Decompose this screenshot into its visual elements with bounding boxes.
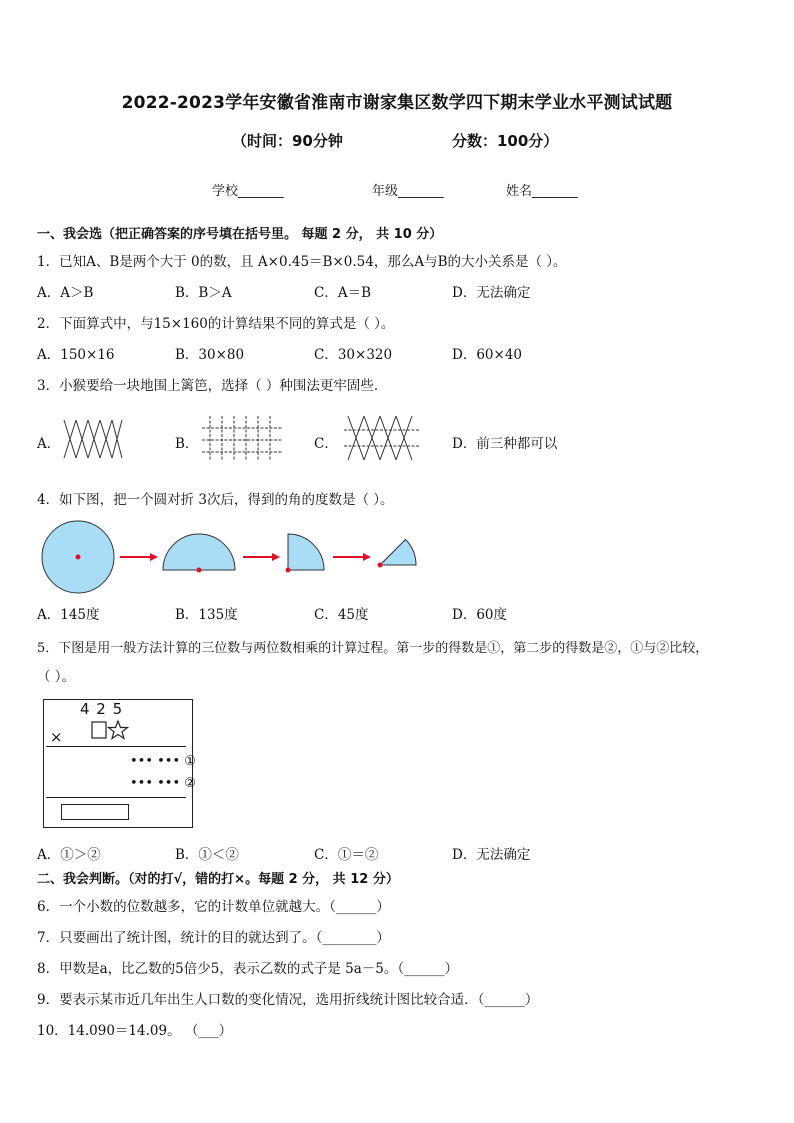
circle-folding-figure bbox=[36, 520, 426, 598]
question-4: 4．如下图，把一个圆对折 3次后，得到的角的度数是（ ）。 bbox=[37, 492, 394, 508]
step-1-row: ••• ••• ① bbox=[130, 754, 196, 769]
q3-option-a: A． bbox=[37, 436, 61, 452]
star-icon bbox=[109, 721, 128, 739]
q4-option-d: D．60度 bbox=[452, 607, 508, 623]
q5-option-d: D．无法确定 bbox=[452, 847, 531, 863]
arrow-right-icon bbox=[150, 553, 158, 561]
question-9: 9．要表示某市近几年出生人口数的变化情况，选用折线统计图比较合适．（______） bbox=[37, 992, 539, 1008]
name-field: 姓名_______ bbox=[506, 184, 578, 199]
school-field: 学校_______ bbox=[212, 184, 284, 199]
times-sign: × bbox=[50, 728, 63, 746]
q1-option-d: D．无法确定 bbox=[452, 285, 531, 301]
q1-option-c: C．A＝B bbox=[314, 285, 371, 301]
fence-diagonal-figure bbox=[62, 416, 124, 462]
q2-option-c: C．30×320 bbox=[314, 347, 393, 363]
question-10: 10．14.090＝14.09。 （___） bbox=[37, 1023, 233, 1039]
fence-triangle-figure bbox=[344, 414, 420, 462]
question-5: 5．下图是用一般方法计算的三位数与两位数相乘的计算过程。第一步的得数是①，第二步的得数是②，①与②比较， bbox=[37, 641, 709, 656]
q5-option-a: A．①＞② bbox=[37, 847, 101, 863]
grade-field: 年级_______ bbox=[372, 184, 444, 199]
product-line bbox=[46, 746, 186, 747]
square-icon bbox=[92, 722, 106, 738]
exam-title: 2022-2023学年安徽省淮南市谢家集区数学四下期末学业水平测试试题 bbox=[121, 93, 673, 113]
arrow-right-icon bbox=[363, 553, 371, 561]
sum-line bbox=[46, 797, 186, 798]
digit-placeholders bbox=[90, 720, 130, 742]
q3-option-b: B． bbox=[175, 436, 199, 452]
q4-option-c: C．45度 bbox=[314, 607, 369, 623]
q1-option-b: B．B＞A bbox=[175, 285, 232, 301]
q4-option-a: A．145度 bbox=[37, 607, 100, 623]
q3-option-d: D．前三种都可以 bbox=[452, 436, 558, 452]
question-3: 3．小猴要给一块地围上篱笆，选择（ ）种围法更牢固些． bbox=[37, 378, 388, 394]
q3-option-c: C． bbox=[314, 436, 338, 452]
q2-option-b: B．30×80 bbox=[175, 347, 245, 363]
quarter-circle-shape bbox=[288, 534, 324, 570]
question-7: 7．只要画出了统计图，统计的目的就达到了。（________） bbox=[37, 930, 390, 946]
fence-grid-figure bbox=[200, 414, 284, 462]
q2-option-d: D．60×40 bbox=[452, 347, 522, 363]
question-1: 1．已知A、B是两个大于 0的数，且 A×0.45＝B×0.54，那么A与B的大小关系是（ ）。 bbox=[37, 254, 567, 270]
eighth-circle-shape bbox=[380, 540, 416, 566]
q1-option-a: A．A＞B bbox=[37, 285, 94, 301]
answer-box bbox=[61, 804, 129, 820]
q5-option-c: C．①＝② bbox=[314, 847, 379, 863]
question-8: 8．甲数是a，比乙数的5倍少5，表示乙数的式子是 5a－5。（______） bbox=[37, 961, 459, 977]
exam-time: （时间：90分钟 bbox=[232, 132, 343, 150]
q2-option-a: A．150×16 bbox=[37, 347, 115, 363]
section1-heading: 一、我会选（把正确答案的序号填在括号里。 每题 2 分， 共 10 分） bbox=[37, 227, 443, 242]
center-dot bbox=[76, 555, 81, 560]
question-5-blank: （ ）。 bbox=[37, 669, 76, 685]
question-6: 6．一个小数的位数越多，它的计数单位就越大。（______） bbox=[37, 899, 390, 915]
exam-score: 分数：100分） bbox=[452, 132, 559, 150]
step-2-row: ••• ••• ② bbox=[130, 776, 196, 791]
section2-heading: 二、我会判断。（对的打√，错的打×。每题 2 分， 共 12 分） bbox=[37, 872, 399, 887]
question-2: 2．下面算式中，与15×160的计算结果不同的算式是（ ）。 bbox=[37, 316, 395, 332]
q5-option-b: B．①＜② bbox=[175, 847, 239, 863]
top-digits: 4 2 5 bbox=[80, 700, 124, 718]
q4-option-b: B．135度 bbox=[175, 607, 238, 623]
half-circle-shape bbox=[163, 534, 235, 570]
arrow-right-icon bbox=[272, 553, 280, 561]
